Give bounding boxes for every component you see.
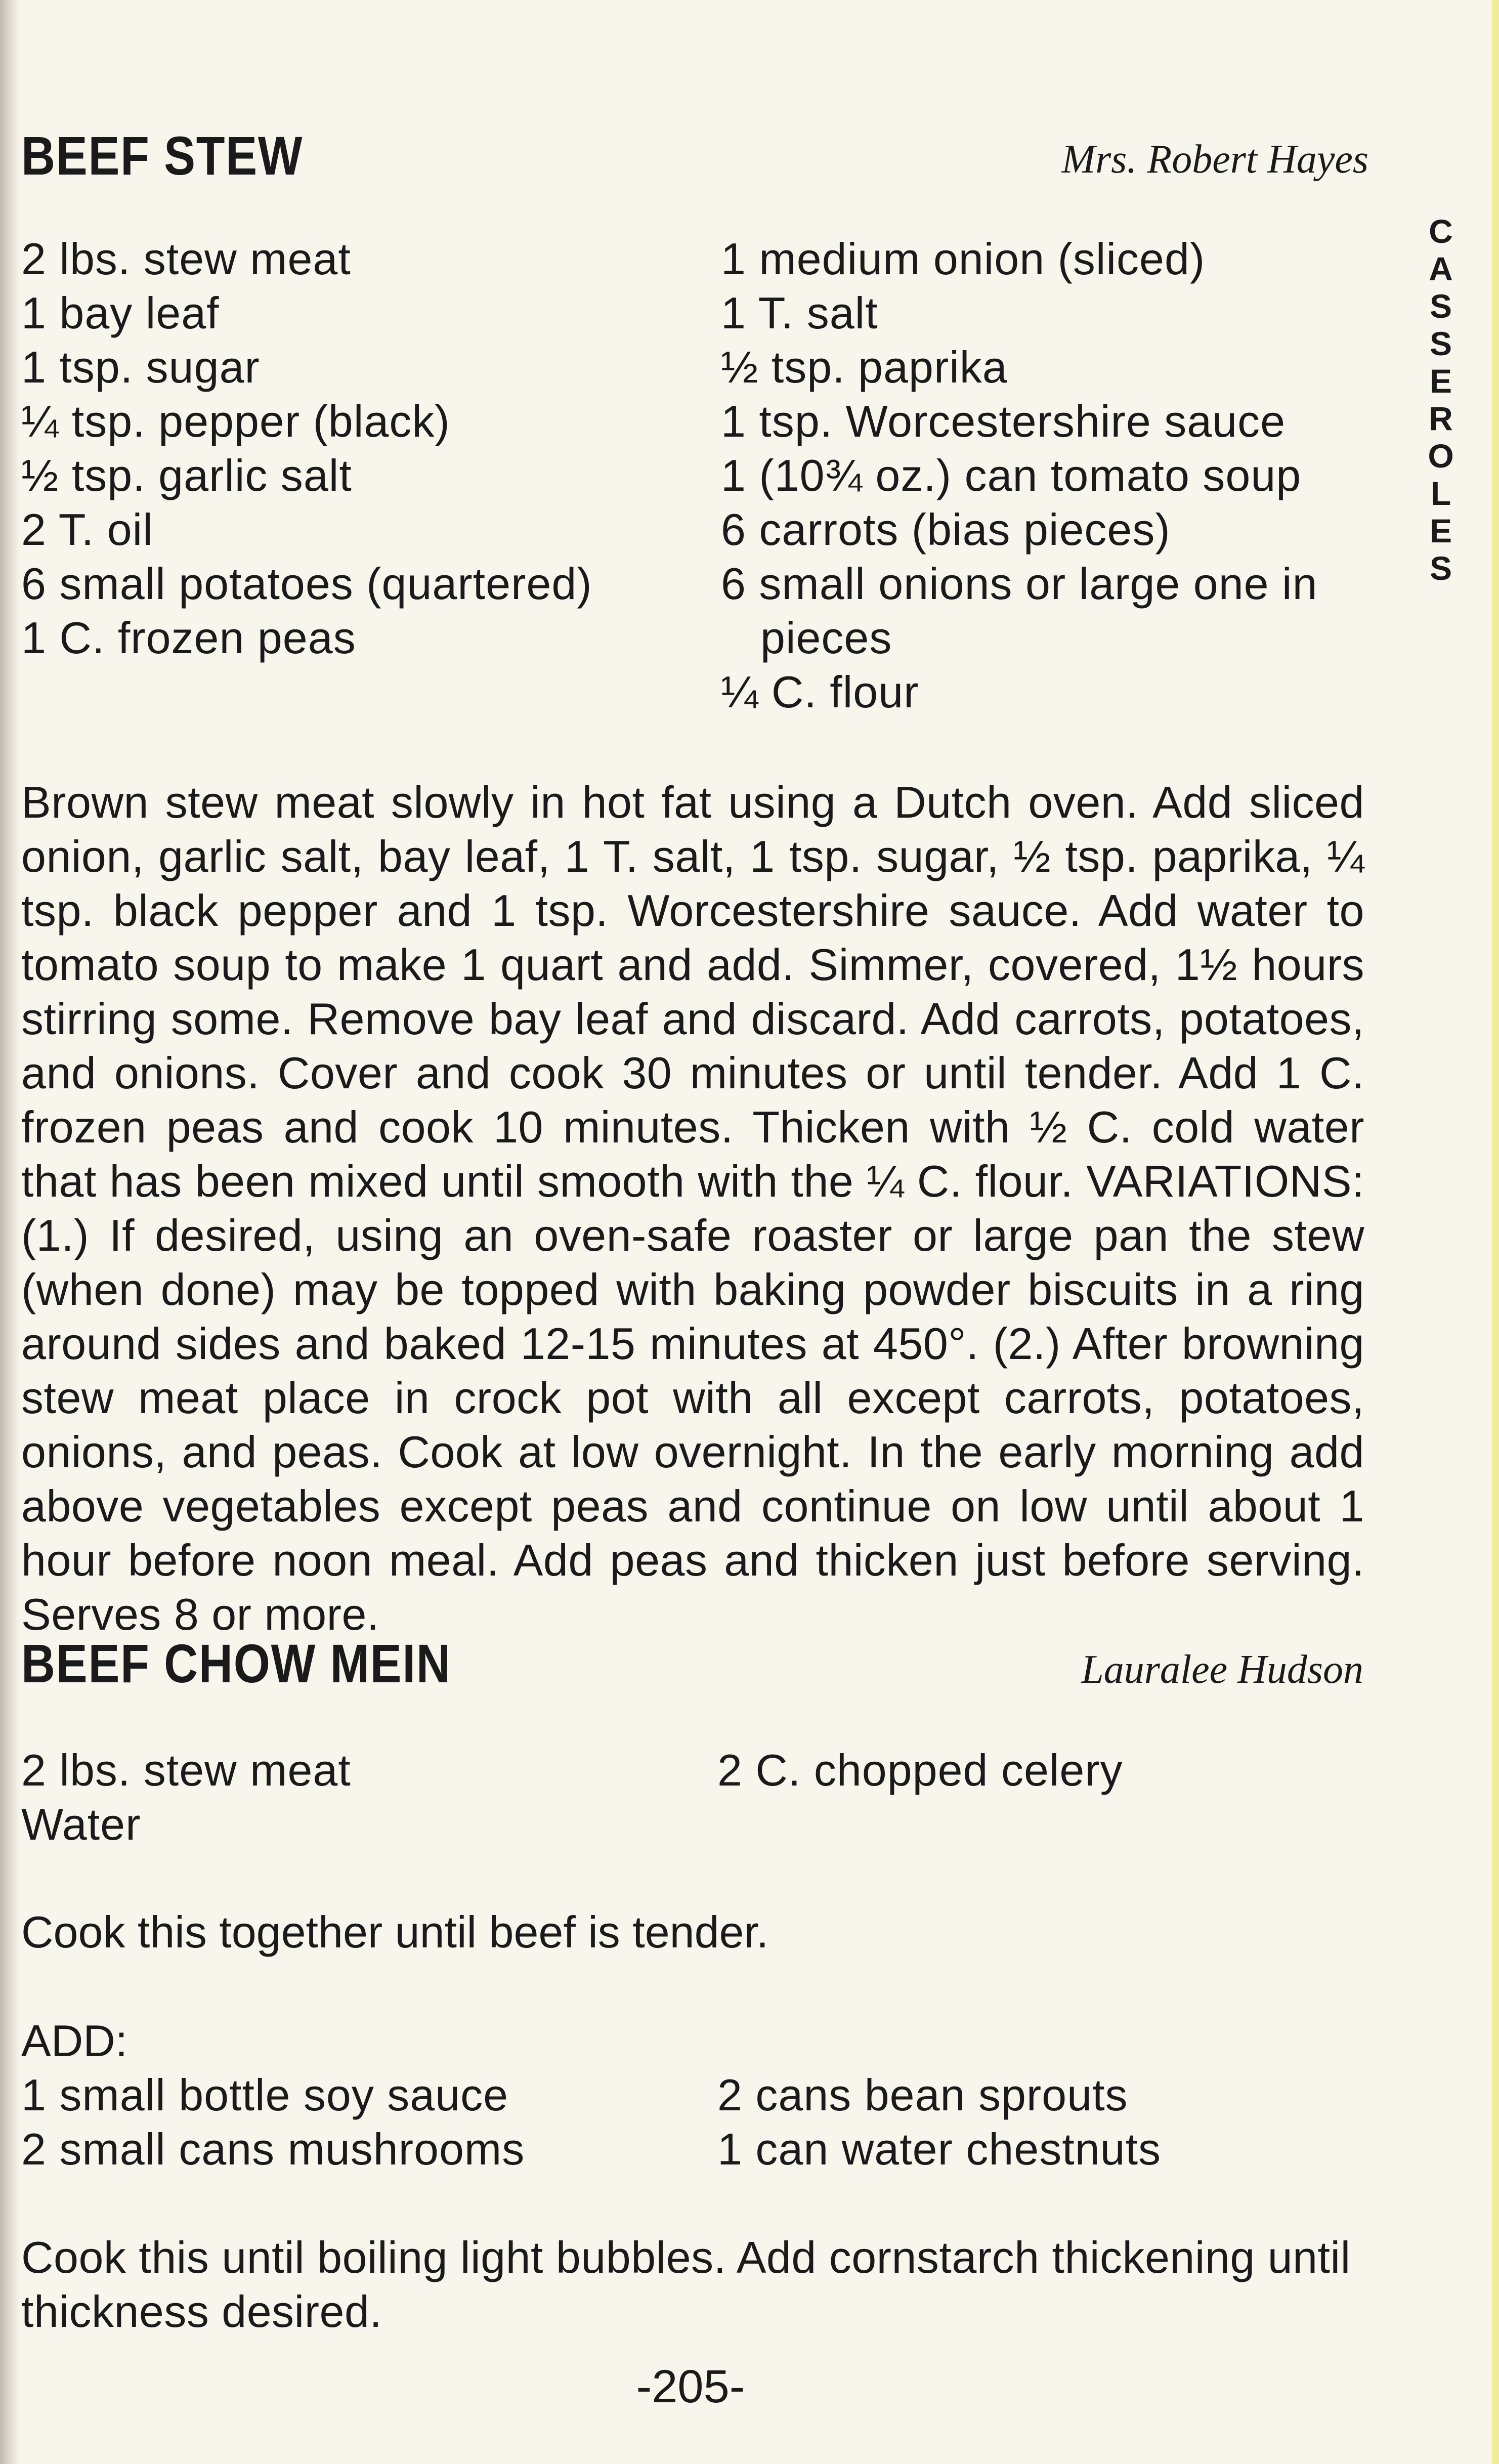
ingredient-item: 1 medium onion (sliced): [721, 234, 1206, 284]
ingredient-item: 1 T. salt: [721, 288, 878, 338]
step-one-chow-mein: Cook this together until beef is tender.: [21, 1907, 769, 1957]
ingredients-left-beef-stew: [21, 232, 592, 665]
ingredient-item: Water: [21, 1799, 141, 1849]
ingredient-item: ½ tsp. paprika: [721, 342, 1008, 392]
section-tab-letter: C: [1429, 213, 1453, 250]
ingredient-item: ¼ C. flour: [721, 667, 919, 717]
ingredient-item: 2 C. chopped celery: [717, 1745, 1123, 1795]
ingredient-item: 1 small bottle soy sauce: [21, 2070, 509, 2120]
ingredient-item: 2 T. oil: [21, 504, 153, 555]
ingredients-right-chow-mein: [717, 1743, 1123, 1797]
section-tab-letter: S: [1429, 287, 1452, 325]
ingredient-item: 1 tsp. sugar: [21, 342, 260, 392]
section-tab-letter: S: [1429, 549, 1452, 587]
page-number: -205-: [636, 2361, 745, 2412]
recipe-title-beef-chow-mein: BEEF CHOW MEIN: [21, 1633, 451, 1694]
ingredient-item: 2 small cans mushrooms: [21, 2124, 525, 2174]
section-tab-letter: R: [1429, 400, 1453, 437]
ingredient-item: 1 (10¾ oz.) can tomato soup: [721, 450, 1302, 500]
section-tab-letter: S: [1429, 325, 1452, 362]
section-tab-letter: O: [1428, 437, 1454, 475]
recipe-author-beef-stew: Mrs. Robert Hayes: [1061, 137, 1368, 182]
add-label: ADD:: [21, 2016, 128, 2066]
section-tab-casseroles: [1418, 213, 1464, 587]
ingredient-item: 1 bay leaf: [21, 288, 220, 338]
page-edge: [1492, 0, 1499, 2464]
step-two-chow-mein: Cook this until boiling light bubbles. Add cornstarch thickening until thickness desired.: [21, 2232, 1351, 2336]
ingredients-left-chow-mein: [21, 1743, 351, 1851]
ingredient-item: ½ tsp. garlic salt: [21, 450, 352, 500]
section-tab-letter: L: [1430, 475, 1451, 512]
ingredient-item: 2 lbs. stew meat: [21, 1745, 351, 1795]
ingredient-item: 6 small onions or large one in: [721, 559, 1318, 609]
binding-shadow: [0, 0, 20, 2464]
ingredient-item-continued: pieces: [760, 613, 892, 663]
ingredient-item: ¼ tsp. pepper (black): [21, 396, 450, 446]
add-ingredients-right: [717, 2068, 1161, 2176]
ingredient-item: 2 cans bean sprouts: [717, 2070, 1128, 2120]
ingredient-item: 6 carrots (bias pieces): [721, 504, 1171, 555]
ingredient-item: 2 lbs. stew meat: [21, 234, 351, 284]
add-ingredients-left: [21, 2068, 525, 2176]
section-tab-letter: E: [1429, 362, 1452, 400]
recipe-title-beef-stew: BEEF STEW: [21, 125, 304, 186]
ingredients-right-beef-stew: [721, 232, 1318, 719]
recipe-author-beef-chow-mein: Lauralee Hudson: [1081, 1647, 1363, 1692]
ingredient-item: 1 C. frozen peas: [21, 613, 356, 663]
section-tab-letter: E: [1429, 512, 1452, 549]
directions-beef-stew: Brown stew meat slowly in hot fat using a Dutch oven. Add sliced onion, garlic salt, bay leaf, 1 T. salt, 1 tsp. sugar, ½ tsp. paprika, ¼ tsp. black pepper and 1 tsp. Worcestershire sauce. Add water to tomato soup to make 1 quart and add. Simmer, covered, 1½ hours stirring some. Remove bay leaf and discard. Add carrots, potatoes, and onions. Cover and cook 30 minutes or until tender. Add 1 C. frozen peas and cook 10 minutes. Thicken with ½ C. cold water that has been mixed until smooth with the ¼ C. flour. VARIATIONS: (1.) If desired, using an oven-safe roaster or large pan the stew (when done) may be topped with baking powder biscuits in a ring around sides and baked 12-15 minutes at 450°. (2.) After browning stew meat place in crock pot with all except carrots, potatoes, onions, and peas. Cook at low overnight. In the early morning add above vegetables except peas and continue on low until about 1 hour before noon meal. Add peas and thicken just before serving. Serves 8 or more.: [21, 777, 1364, 1639]
ingredient-item: 6 small potatoes (quartered): [21, 559, 592, 609]
section-tab-letter: A: [1429, 250, 1453, 287]
ingredient-item: 1 can water chestnuts: [717, 2124, 1162, 2174]
ingredient-item: 1 tsp. Worcestershire sauce: [721, 396, 1286, 446]
